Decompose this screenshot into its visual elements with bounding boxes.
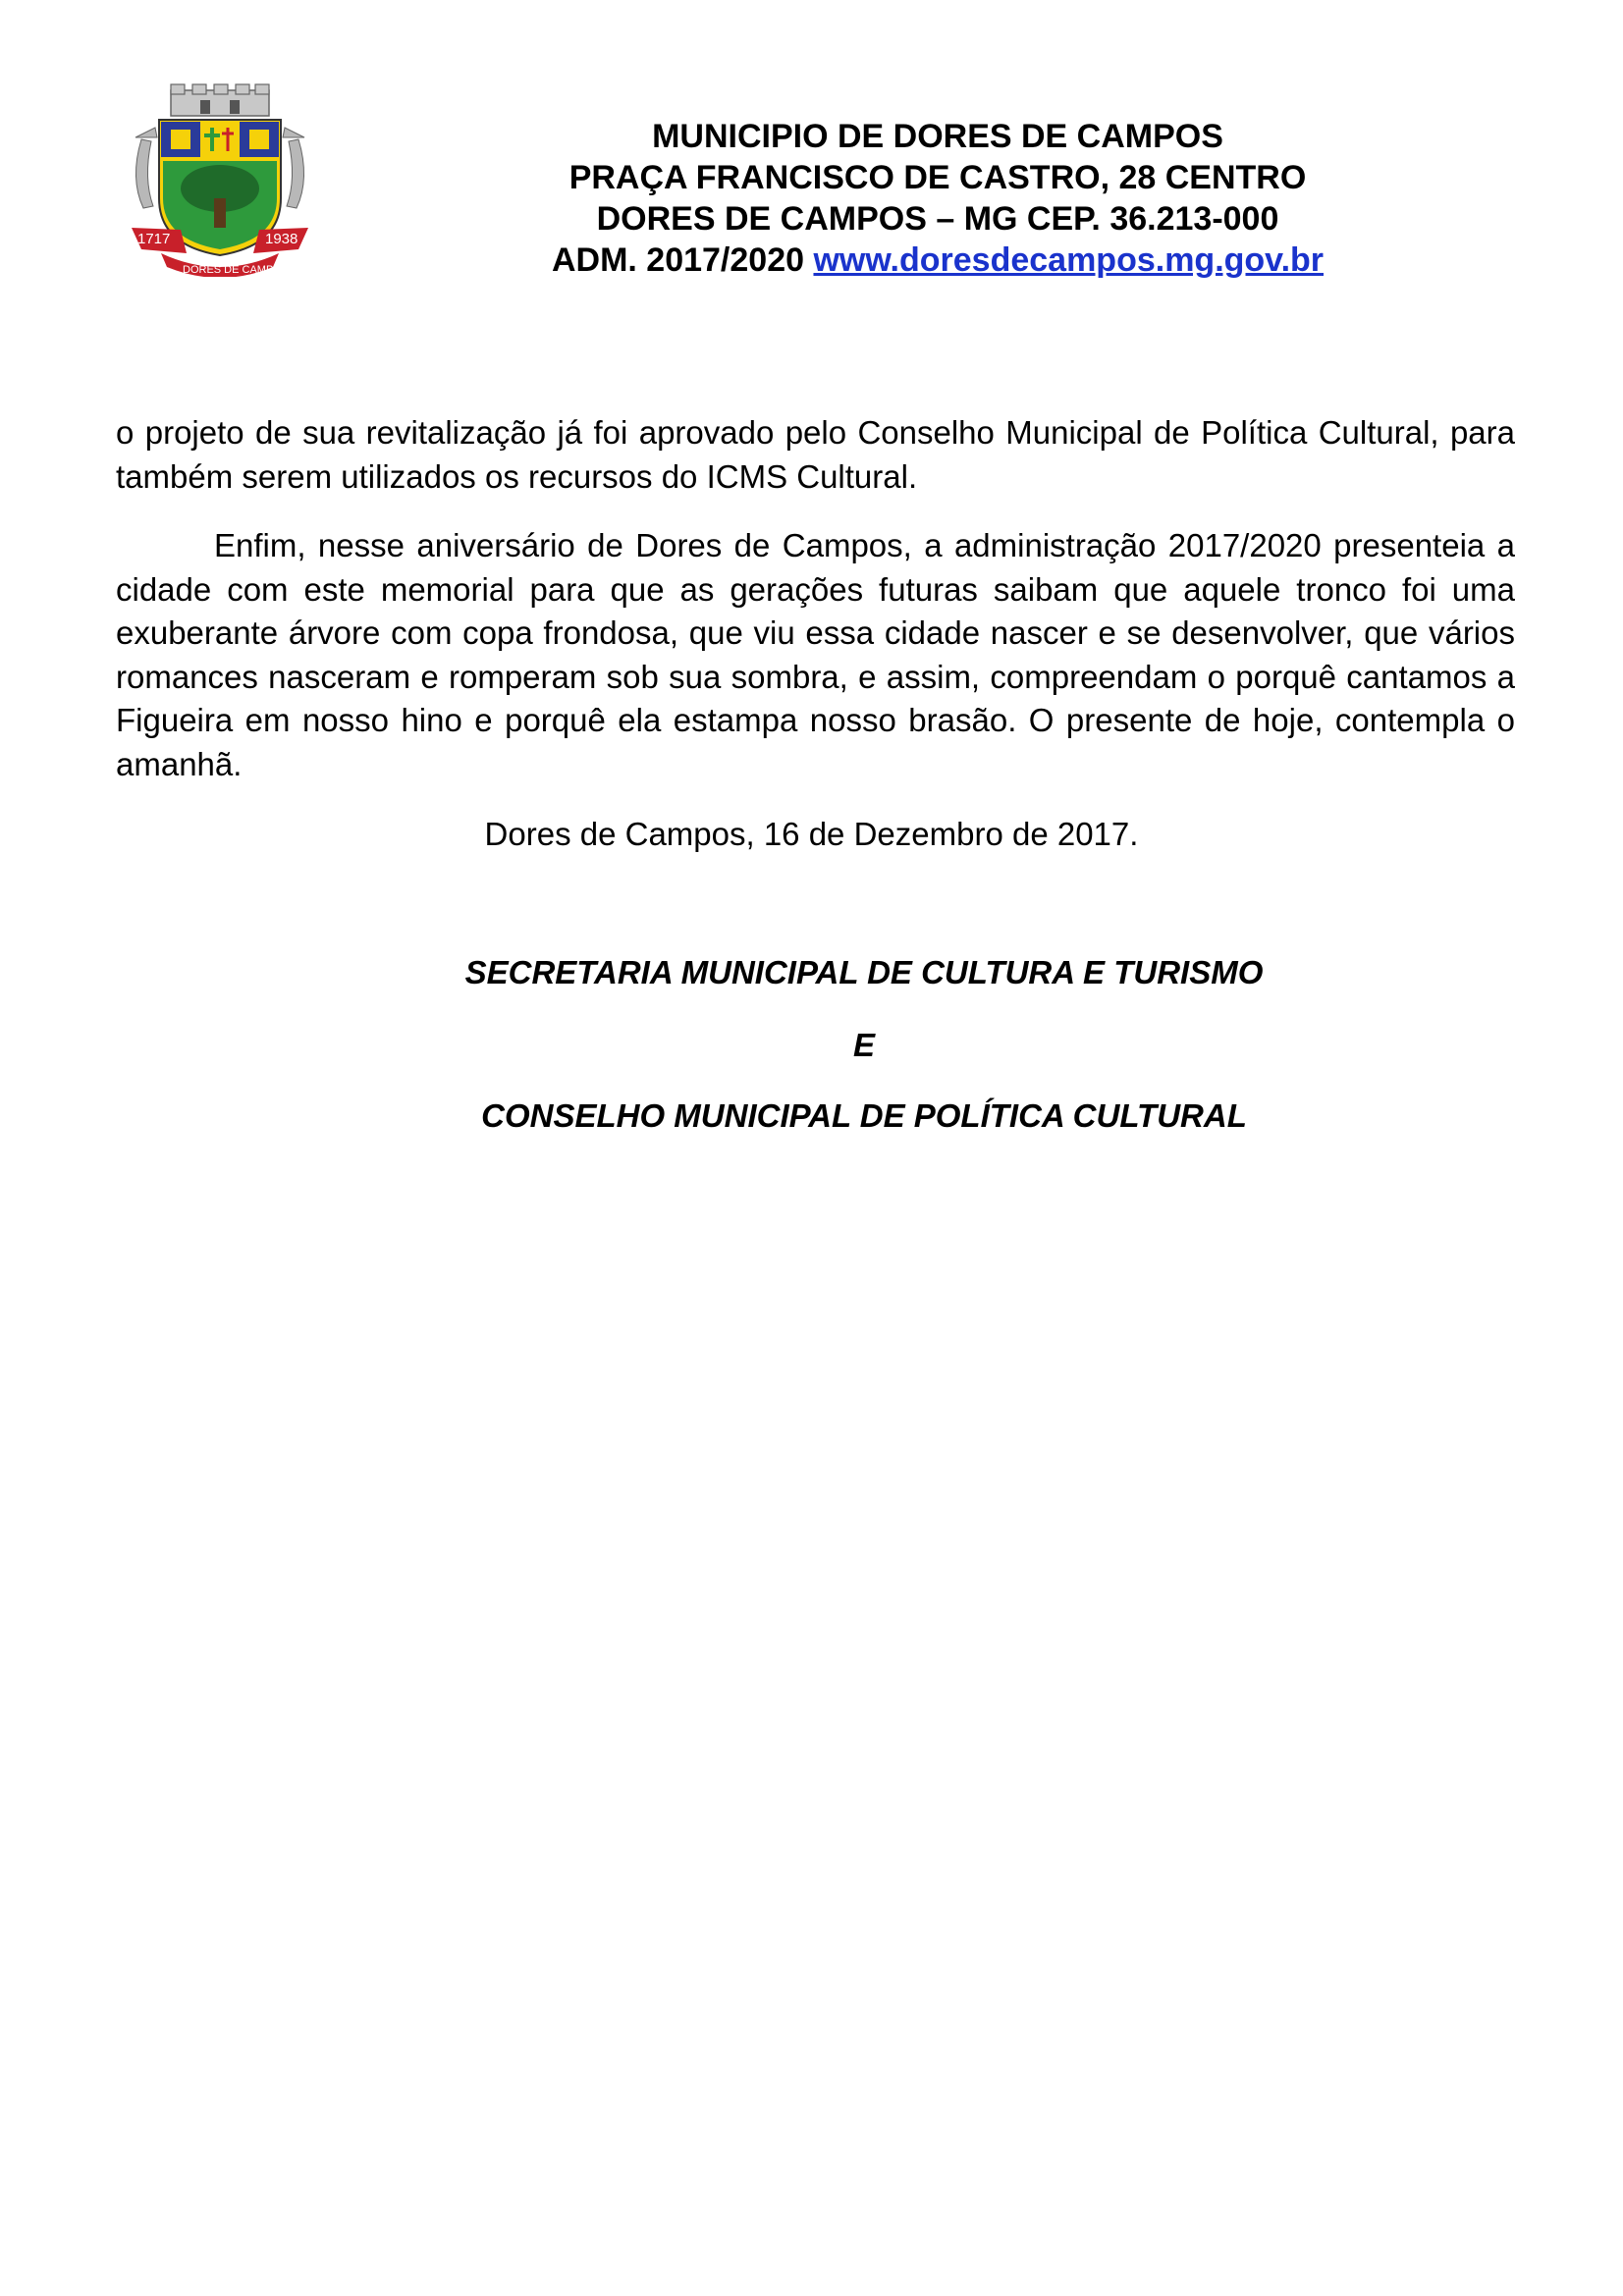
- coat-of-arms-icon: [122, 80, 318, 277]
- signature-conjunction: E: [852, 1027, 875, 1063]
- coat-of-arms-emblem: [122, 80, 318, 277]
- coat-year-right: 1938: [265, 231, 298, 247]
- website-link[interactable]: www.doresdecampos.mg.gov.br: [813, 241, 1325, 279]
- administration-label: ADM. 2017/2020: [551, 241, 814, 279]
- letterhead: [422, 116, 1453, 281]
- city-postal-line: DORES DE CAMPOS – MG CEP. 36.213-000: [596, 200, 1279, 238]
- municipality-name: MUNICIPIO DE DORES DE CAMPOS: [652, 118, 1223, 155]
- address-line: PRAÇA FRANCISCO DE CASTRO, 28 CENTRO: [568, 159, 1307, 196]
- signature-council: CONSELHO MUNICIPAL DE POLÍTICA CULTURAL: [481, 1097, 1247, 1134]
- paragraph-2: Enfim, nesse aniversário de Dores de Campos, a administração 2017/2020 presenteia a cidade com este memorial para que as gerações futuras saibam que aquele tronco foi uma exuberante árvore com copa frondosa, que viu essa cidade nascer e se desenvolver, que vários romances nasceram e romperam sob sua sombra, e assim, compreendam o porquê cantamos a Figueira em nosso hino e porquê ela estampa nosso brasão. O presente de hoje, contempla o amanhã.: [116, 527, 1515, 782]
- document-date: Dores de Campos, 16 de Dezembro de 2017.: [484, 816, 1139, 852]
- paragraph-1: o projeto de sua revitalização já foi aprovado pelo Conselho Municipal de Política Cultural, para também serem utilizados os recursos do ICMS Cultural.: [116, 414, 1515, 495]
- coat-ribbon-text: DORES DE CAMPOS: [183, 264, 290, 276]
- signature-secretariat: SECRETARIA MUNICIPAL DE CULTURA E TURISMO: [464, 954, 1264, 990]
- coat-year-left: 1717: [137, 231, 171, 247]
- administration-line: [422, 240, 1453, 281]
- document-body: [116, 411, 1515, 812]
